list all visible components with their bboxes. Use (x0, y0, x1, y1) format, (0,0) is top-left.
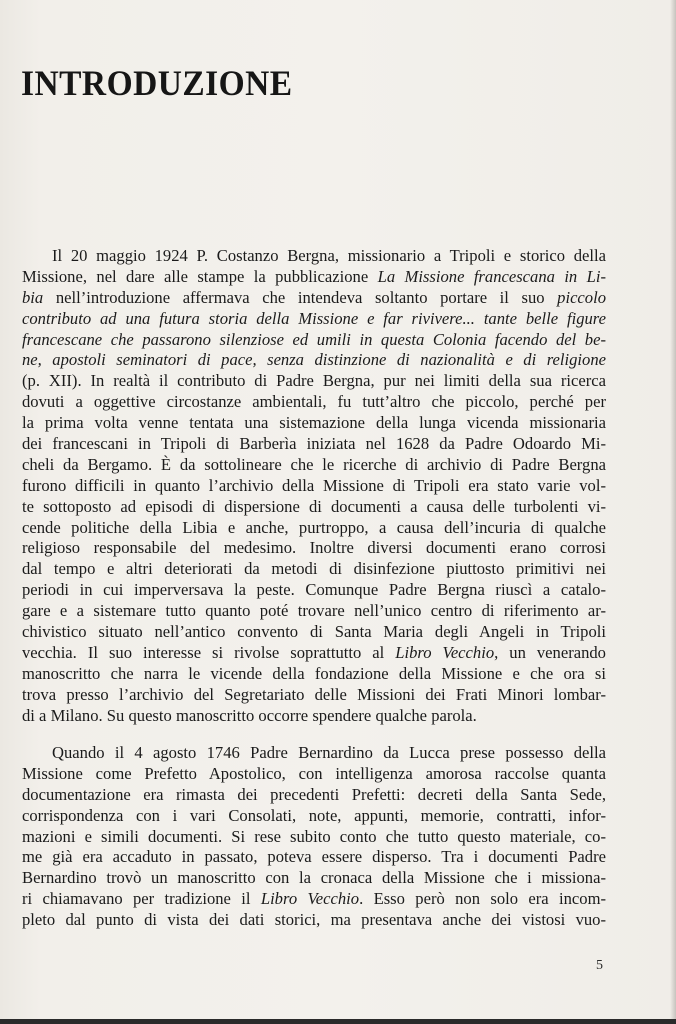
text-segment: gare e a sistemare tutto quanto poté trovare nell’unico centro di riferimento ar- (22, 601, 606, 621)
text-segment: Missione come Prefetto Apostolico, con intelligenza amorosa raccolse quanta (22, 763, 606, 783)
text-line (22, 497, 606, 518)
paragraph-1 (22, 246, 606, 726)
text-line (22, 538, 606, 559)
text-line (22, 706, 606, 727)
italic-text: Libro Vecchio (395, 642, 495, 662)
text-line (22, 601, 606, 622)
text-line (22, 413, 606, 434)
text-segment: . Esso però non solo era incom- (359, 889, 607, 909)
text-line (22, 827, 606, 848)
text-line (22, 371, 606, 392)
text-line (22, 267, 606, 288)
text-segment: la prima volta venne tentata una sistemazione della lunga vicenda missionaria (22, 413, 606, 433)
text-segment: cende politiche della Libia e anche, purtroppo, a causa dell’incuria di qualche (22, 517, 606, 537)
text-line (22, 643, 606, 664)
italic-text: La Missione francescana in Li- (377, 266, 606, 286)
text-line (22, 476, 606, 497)
text-segment: corrispondenza con i vari Consolati, note, appunti, memorie, contratti, infor- (22, 805, 606, 825)
text-line (22, 685, 606, 706)
text-line (22, 847, 606, 868)
text-line (22, 434, 606, 455)
text-line (22, 889, 606, 910)
text-line (22, 622, 606, 643)
text-line (22, 580, 606, 601)
text-segment: documentazione era rimasta dei precedenti Prefetti: decreti della Santa Sede, (22, 784, 606, 804)
text-segment: trova presso l’archivio del Segretariato delle Missioni dei Frati Minori lombar- (22, 684, 606, 704)
text-segment: Missione, nel dare alle stampe la pubblicazione (22, 266, 378, 286)
text-segment: furono difficili in quanto l’archivio della Missione di Tripoli era stato varie vol- (22, 475, 606, 495)
text-segment: Quando il 4 agosto 1746 Padre Bernardino da Lucca prese possesso della (52, 743, 606, 762)
text-segment: dei francescani in Tripoli di Barberìa iniziata nel 1628 da Padre Odoardo Mi- (22, 434, 606, 454)
text-segment: vecchia. Il suo interesse si rivolse soprattutto al (22, 642, 396, 662)
text-segment: chivistico situato nell’antico convento di Santa Maria degli Angeli in Tripoli (22, 622, 606, 642)
italic-text: Libro Vecchio (260, 889, 360, 909)
text-segment: periodi in cui imperversava la peste. Comunque Padre Bergna riuscì a catalo- (22, 580, 606, 600)
text-line (22, 309, 606, 330)
scan-bottom-border (0, 1019, 676, 1024)
text-segment: mazioni e simili documenti. Si rese subito conto che tutto questo materiale, co- (22, 826, 606, 846)
text-segment: te sottoposto ad episodi di dispersione di documenti a causa delle turbolenti vi- (22, 496, 606, 516)
text-segment: , un venerando (494, 642, 606, 662)
italic-text: piccolo (557, 287, 606, 307)
text-line (22, 910, 606, 931)
text-line (22, 288, 606, 309)
text-segment: me già era accaduto in passato, poteva essere disperso. Tra i documenti Padre (22, 847, 606, 867)
italic-text: ne, apostoli seminatori di pace, senza distinzione di nazionalità e di religione (22, 350, 606, 370)
text-segment: ri chiamavano per tradizione il (22, 889, 261, 909)
text-segment: cheli da Bergamo. È da sottolineare che le ricerche di archivio di Padre Bergna (22, 454, 606, 474)
text-line (22, 868, 606, 889)
page-edge-shadow (670, 0, 676, 1024)
text-line (22, 664, 606, 685)
text-line (22, 764, 606, 785)
text-line (22, 455, 606, 476)
text-line (22, 785, 606, 806)
text-line (22, 806, 606, 827)
text-segment: religioso responsabile del medesimo. Inoltre diversi documenti erano corrosi (22, 538, 606, 558)
chapter-title: INTRODUZIONE (21, 63, 293, 103)
text-segment: dal tempo e altri deteriorati da metodi di disinfezione piuttosto primitivi nei (22, 559, 606, 579)
text-segment: nell’introduzione affermava che intendeva soltanto portare il suo (43, 287, 558, 307)
italic-text: contributo ad una futura storia della Missione e far rivivere... tante belle figure (22, 308, 606, 328)
text-segment: Il 20 maggio 1924 P. Costanzo Bergna, missionario a Tripoli e storico della (52, 246, 606, 265)
paragraph-2 (22, 743, 606, 931)
text-line (22, 246, 606, 267)
text-segment: manoscritto che narra le vicende della fondazione della Missione e che ora si (22, 663, 606, 683)
text-segment: pleto dal punto di vista dei dati storici, ma presentava anche dei vistosi vuo- (22, 910, 606, 930)
text-line (22, 392, 606, 413)
page-number: 5 (596, 958, 603, 973)
italic-text: francescane che passarono silenziose ed umili in questa Colonia facendo del be- (22, 329, 606, 349)
italic-text: bia (22, 287, 44, 307)
text-line (22, 330, 606, 351)
text-line (22, 518, 606, 539)
text-segment: Bernardino trovò un manoscritto con la cronaca della Missione che i missiona- (22, 868, 606, 888)
text-line (22, 350, 606, 371)
text-line (22, 559, 606, 580)
text-line (22, 743, 606, 764)
text-segment: (p. XII). In realtà il contributo di Padre Bergna, pur nei limiti della sua ricerca (22, 371, 606, 391)
text-segment: dovuti a oggettive circostanze ambientali, fu tutt’altro che piccolo, perché per (22, 392, 606, 412)
text-segment: di a Milano. Su questo manoscritto occorre spendere qualche parola. (22, 705, 477, 725)
